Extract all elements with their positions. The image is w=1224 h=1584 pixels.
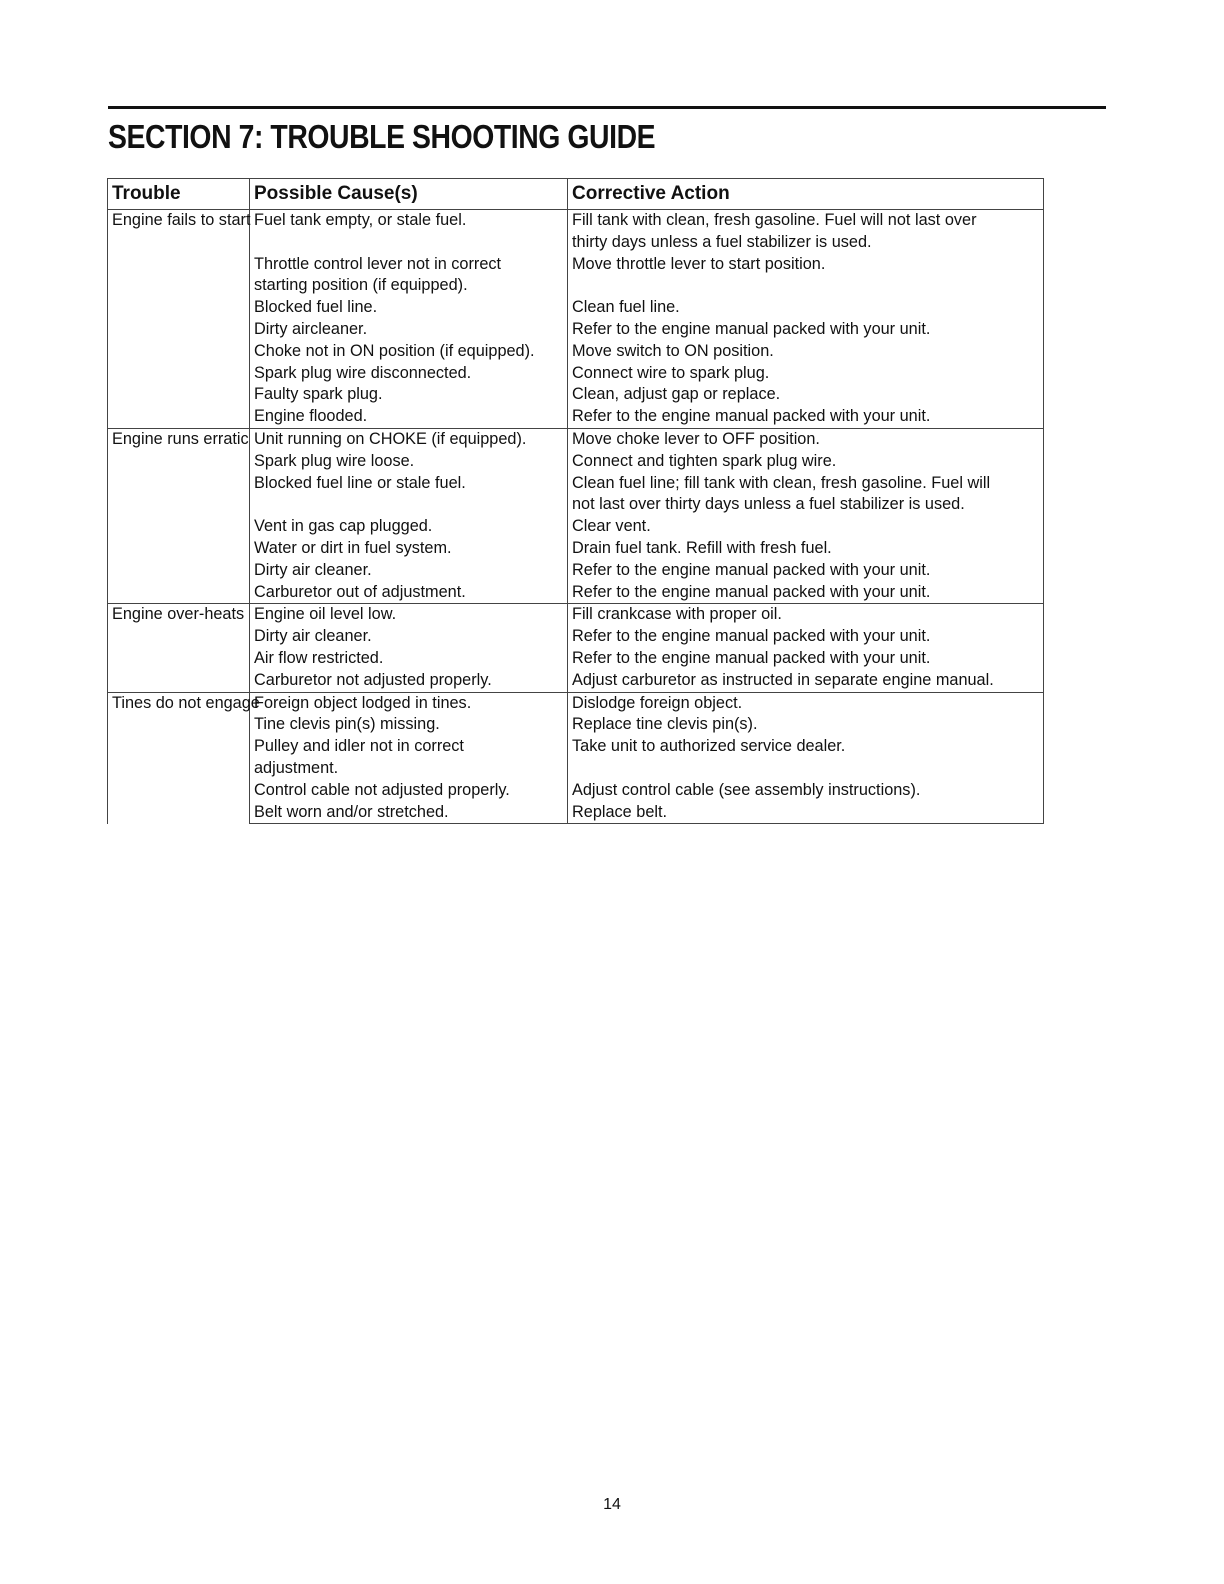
action-cell: not last over thirty days unless a fuel stabilizer is used. [568, 494, 1044, 516]
header-trouble: Trouble [108, 179, 250, 210]
action-cell: thirty days unless a fuel stabilizer is used. [568, 232, 1044, 254]
table-row [108, 604, 1044, 626]
action-cell: Clean fuel line; fill tank with clean, fresh gasoline. Fuel will [568, 473, 1044, 495]
table-row [108, 210, 1044, 232]
action-cell: Clean fuel line. [568, 297, 1044, 319]
cause-cell [250, 494, 568, 516]
action-cell: Move switch to ON position. [568, 341, 1044, 363]
cause-cell: Spark plug wire loose. [250, 451, 568, 473]
action-cell: Refer to the engine manual packed with your unit. [568, 582, 1044, 604]
cause-cell: Pulley and idler not in correct [250, 736, 568, 758]
cause-cell: Dirty air cleaner. [250, 560, 568, 582]
cause-cell: Carburetor not adjusted properly. [250, 670, 568, 692]
action-cell: Take unit to authorized service dealer. [568, 736, 1044, 758]
action-cell: Refer to the engine manual packed with your unit. [568, 648, 1044, 670]
action-cell: Move throttle lever to start position. [568, 254, 1044, 276]
action-cell [568, 275, 1044, 297]
cause-cell: Control cable not adjusted properly. [250, 780, 568, 802]
action-cell: Adjust carburetor as instructed in separate engine manual. [568, 670, 1044, 692]
cause-cell: Fuel tank empty, or stale fuel. [250, 210, 568, 232]
cause-cell: Dirty aircleaner. [250, 319, 568, 341]
cause-cell: Carburetor out of adjustment. [250, 582, 568, 604]
cause-cell: Faulty spark plug. [250, 384, 568, 406]
action-cell: Drain fuel tank. Refill with fresh fuel. [568, 538, 1044, 560]
action-cell: Replace belt. [568, 802, 1044, 824]
cause-cell: Vent in gas cap plugged. [250, 516, 568, 538]
section-divider [108, 106, 1106, 109]
table-header-row [108, 179, 1044, 210]
table-row [108, 428, 1044, 450]
action-cell: Connect and tighten spark plug wire. [568, 451, 1044, 473]
cause-cell: Engine flooded. [250, 406, 568, 428]
action-cell: Clear vent. [568, 516, 1044, 538]
cause-cell [250, 232, 568, 254]
action-cell: Adjust control cable (see assembly instructions). [568, 780, 1044, 802]
action-cell: Fill tank with clean, fresh gasoline. Fuel will not last over [568, 210, 1044, 232]
cause-cell: Throttle control lever not in correct [250, 254, 568, 276]
cause-cell: Blocked fuel line. [250, 297, 568, 319]
cause-cell: Choke not in ON position (if equipped). [250, 341, 568, 363]
table-body [108, 210, 1044, 824]
action-cell: Replace tine clevis pin(s). [568, 714, 1044, 736]
cause-cell: Engine oil level low. [250, 604, 568, 626]
cause-cell: Air flow restricted. [250, 648, 568, 670]
header-possible-causes: Possible Cause(s) [250, 179, 568, 210]
page-number: 14 [603, 1496, 621, 1513]
action-cell: Refer to the engine manual packed with your unit. [568, 406, 1044, 428]
table-row [108, 692, 1044, 714]
action-cell [568, 758, 1044, 780]
action-cell: Refer to the engine manual packed with your unit. [568, 626, 1044, 648]
cause-cell: adjustment. [250, 758, 568, 780]
cause-cell: Foreign object lodged in tines. [250, 692, 568, 714]
trouble-cell: Engine fails to start [108, 210, 250, 429]
cause-cell: Tine clevis pin(s) missing. [250, 714, 568, 736]
action-cell: Move choke lever to OFF position. [568, 428, 1044, 450]
action-cell: Connect wire to spark plug. [568, 363, 1044, 385]
header-corrective-action: Corrective Action [568, 179, 1044, 210]
trouble-shooting-table [107, 178, 1044, 824]
action-cell: Refer to the engine manual packed with your unit. [568, 319, 1044, 341]
cause-cell: Spark plug wire disconnected. [250, 363, 568, 385]
trouble-cell: Engine over-heats [108, 604, 250, 692]
section-title: SECTION 7: TROUBLE SHOOTING GUIDE [108, 118, 656, 155]
cause-cell: Dirty air cleaner. [250, 626, 568, 648]
action-cell: Dislodge foreign object. [568, 692, 1044, 714]
trouble-cell: Tines do not engage [108, 692, 250, 824]
action-cell: Refer to the engine manual packed with your unit. [568, 560, 1044, 582]
trouble-cell: Engine runs erratic [108, 428, 250, 603]
action-cell: Fill crankcase with proper oil. [568, 604, 1044, 626]
cause-cell: Belt worn and/or stretched. [250, 802, 568, 824]
cause-cell: Water or dirt in fuel system. [250, 538, 568, 560]
cause-cell: Blocked fuel line or stale fuel. [250, 473, 568, 495]
cause-cell: Unit running on CHOKE (if equipped). [250, 428, 568, 450]
cause-cell: starting position (if equipped). [250, 275, 568, 297]
action-cell: Clean, adjust gap or replace. [568, 384, 1044, 406]
